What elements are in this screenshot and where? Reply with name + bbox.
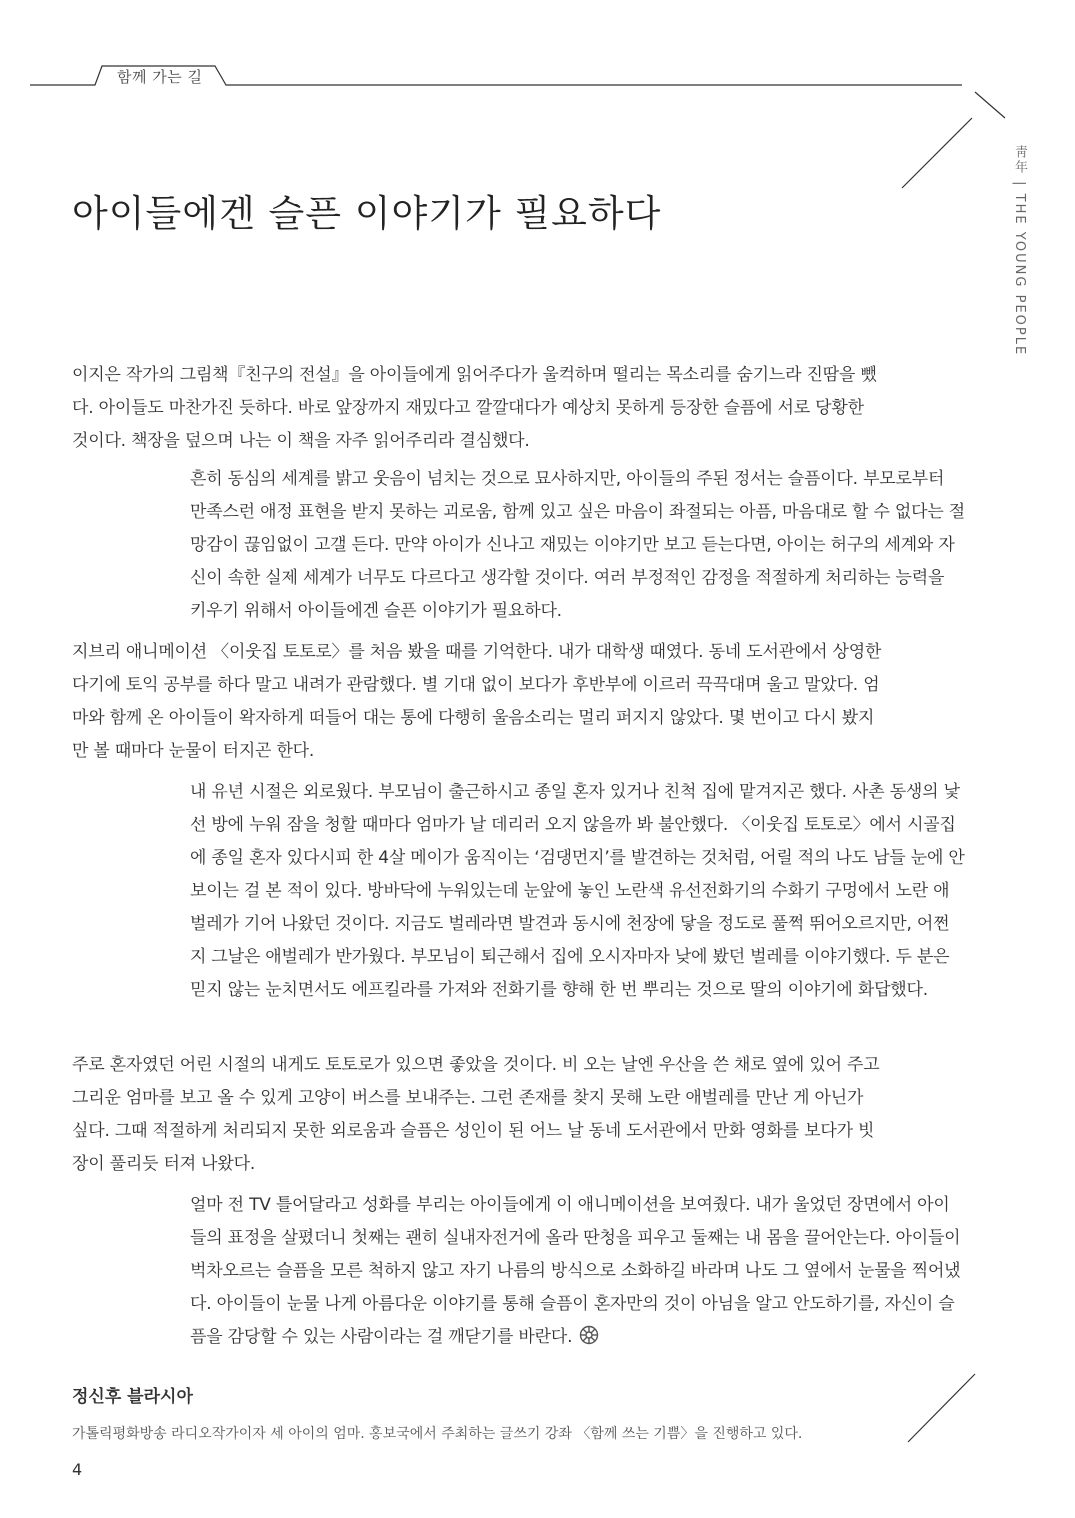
paragraph-5: 주로 혼자였던 어린 시절의 내게도 토토로가 있으면 좋았을 것이다. 비 오는 날엔 우산을 쓴 채로 옆에 있어 주고 그리운 엄마를 보고 올 수 있게 고양이 버스를 보내주는. 그런 존재를 찾지 못해 노란 애벌레를 만난 게 아닌가 싶다. 그때 적절하게 처리되지 못한 외로움과 슬픔은 성인이 된 어느 날 동네 도서관에서 만화 영화를 보다가 빗장이 풀리듯 터져 나왔다. (72, 1055, 880, 1174)
paragraph-3: 지브리 애니메이션 〈이웃집 토토로〉를 처음 봤을 때를 기억한다. 내가 대학생 때였다. 동네 도서관에서 상영한다기에 토익 공부를 하다 말고 내려가 관람했다. 별 기대 없이 보다가 후반부에 이르러 끅끅대며 울고 말았다. 엄마와 함께 온 아이들이 왁자하게 떠들어 대는 통에 다행히 울음소리는 멀리 퍼지지 않았다. 몇 번이고 다시 봤지만 볼 때마다 눈물이 터지곤 한다. (72, 642, 882, 761)
side-title: 靑年 | THE YOUNG PEOPLE (1012, 145, 1027, 357)
paragraph-2: 흔히 동심의 세계를 밝고 웃음이 넘치는 것으로 묘사하지만, 아이들의 주된 정서는 슬픔이다. 부모로부터 만족스런 애정 표현을 받지 못하는 괴로움, 함께 있고 싶은 마음이 좌절되는 아픔, 마음대로 할 수 없다는 절망감이 끊임없이 고갤 든다. 만약 아이가 신나고 재밌는 이야기만 보고 듣는다면, 아이는 허구의 세계와 자신이 속한 실제 세계가 너무도 다르다고 생각할 것이다. 여러 부정적인 감정을 적절하게 처리하는 능력을 키우기 위해서 아이들에겐 슬픈 이야기가 필요하다. (190, 469, 965, 621)
corner-slash-top (975, 92, 1005, 118)
paragraph-6-text: 얼마 전 TV 틀어달라고 성화를 부리는 아이들에게 이 애니메이션을 보여줬다. 내가 울었던 장면에서 아이들의 표정을 살폈더니 첫째는 괜히 실내자전거에 올라 딴청을 피우고 둘째는 내 몸을 끌어안는다. 아이들이 벅차오르는 슬픔을 모른 척하지 않고 자기 나름의 방식으로 소화하길 바라며 나도 그 옆에서 눈물을 찍어냈다. 아이들이 눈물 나게 아름다운 이야기를 통해 슬픔이 혼자만의 것이 아님을 알고 안도하기를, 자신이 슬픔을 감당할 수 있는 사람이라는 걸 깨닫기를 바란다. (190, 1195, 961, 1347)
flower-ornament-icon (578, 1324, 600, 1346)
diagonal-line-bottom (908, 1374, 975, 1442)
section-label: 함께 가는 길 (117, 68, 203, 86)
diagonal-line-top (902, 118, 972, 188)
paragraph-1: 이지은 작가의 그림책『친구의 전설』을 아이들에게 읽어주다가 울컥하며 떨리는 목소리를 숨기느라 진땀을 뺐다. 아이들도 마찬가진 듯하다. 바로 앞장까지 재밌다고 깔깔대다가 예상치 못하게 등장한 슬픔에 서로 당황한 것이다. 책장을 덮으며 나는 이 책을 자주 읽어주리라 결심했다. (72, 365, 877, 451)
author-bio: 가톨릭평화방송 라디오작가이자 세 아이의 엄마. 홍보국에서 주최하는 글쓰기 강좌 〈함께 쓰는 기쁨〉을 진행하고 있다. (72, 1426, 803, 1442)
paragraph-6 (190, 1189, 965, 1354)
author-name: 정신후 블라시아 (72, 1387, 193, 1407)
page-number: 4 (72, 1460, 83, 1479)
paragraph-4: 내 유년 시절은 외로웠다. 부모님이 출근하시고 종일 혼자 있거나 친척 집에 맡겨지곤 했다. 사촌 동생의 낯선 방에 누워 잠을 청할 때마다 엄마가 날 데리러 오지 않을까 봐 불안했다. 〈이웃집 토토로〉에서 시골집에 종일 혼자 있다시피 한 4살 메이가 움직이는 ‘검댕먼지’를 발견하는 것처럼, 어릴 적의 나도 남들 눈에 안 보이는 걸 본 적이 있다. 방바닥에 누워있는데 눈앞에 놓인 노란색 유선전화기의 수화기 구멍에서 노란 애벌레가 기어 나왔던 것이다. 지금도 벌레라면 발견과 동시에 천장에 닿을 정도로 풀쩍 뛰어오르지만, 어쩐지 그날은 애벌레가 반가웠다. 부모님이 퇴근해서 집에 오시자마자 낮에 봤던 벌레를 이야기했다. 두 분은 믿지 않는 눈치면서도 에프킬라를 가져와 전화기를 향해 한 번 뿌리는 것으로 딸의 이야기에 화답했다. (190, 782, 965, 1000)
article-title: 아이들에겐 슬픈 이야기가 필요하다 (72, 192, 662, 235)
